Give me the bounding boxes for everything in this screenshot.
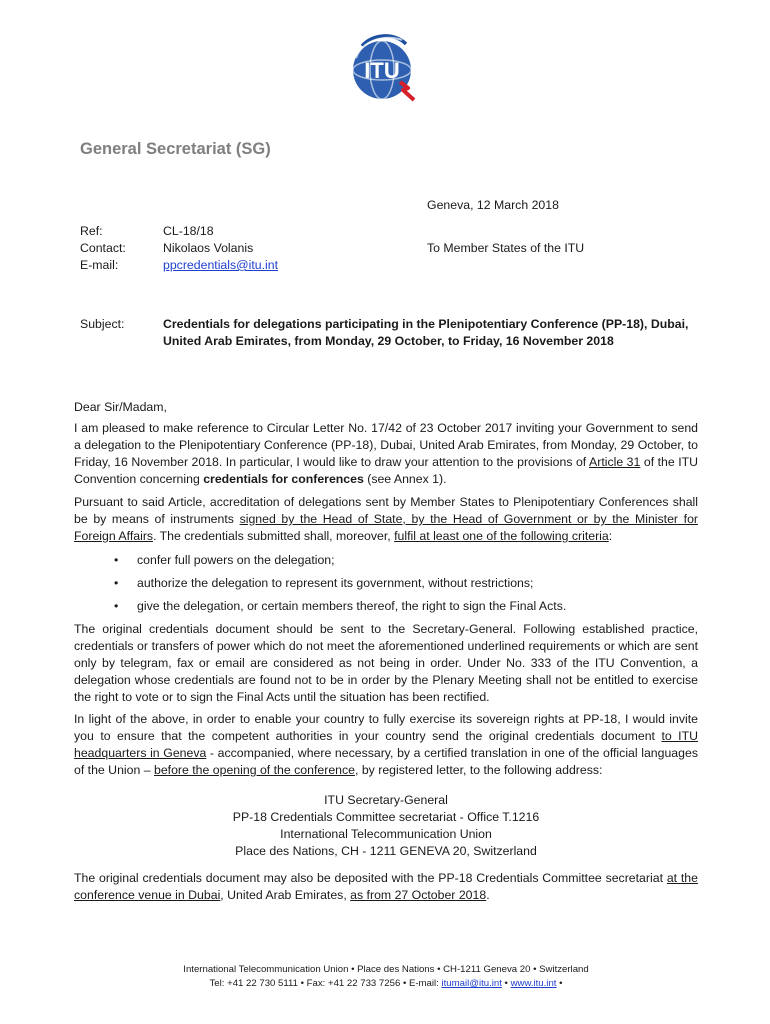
footer-web-link[interactable]: www.itu.int <box>510 978 557 989</box>
address-line: ITU Secretary-General <box>324 793 448 807</box>
contact-email-link[interactable]: ppcredentials@itu.int <box>163 258 279 272</box>
p5-text: The original credentials document may also be deposited with the PP-18 Credentials Committee secretariat <box>74 871 667 885</box>
footer-address: International Telecommunication Union • Place des Nations • CH-1211 Geneva 20 • Switzerland <box>183 964 589 975</box>
p5-underline-2: as from 27 October 2018 <box>350 888 487 902</box>
mailing-address <box>74 792 698 860</box>
p5-underline-1: at the conference venue in Dubai <box>74 871 698 902</box>
p4-text: In light of the above, in order to enable your country to fully exercise its sovereign rights at PP-18, I would invite you to ensure that the competent authorities in your country send the original credentials document <box>74 712 698 743</box>
ref-value: CL-18/18 <box>163 224 214 238</box>
p2-underline-1: signed by the Head of State, by the Head of Government or by the Minister for Foreign Affairs <box>74 512 698 543</box>
paragraph-3: The original credentials document should be sent to the Secretary-General. Following established practice, credentials or transfers of power which do not meet the aforementioned underlined requirements or which are sent only by telegram, fax or email are considered as not being in order. Under No. 333 of the ITU Convention, a delegation whose credentials are found not to be in order by the Plenary Meeting shall not be entitled to exercise the right to vote or to sign the Final Acts until the situation has been rectified. <box>74 622 698 704</box>
contact-label: Contact: <box>80 241 126 255</box>
address-line: PP-18 Credentials Committee secretariat - Office T.1216 <box>232 810 540 824</box>
subject-label: Subject: <box>80 317 125 331</box>
p4-text-2: - accompanied, where necessary, by a certified translation in one of the official languages of the Union – <box>74 746 698 777</box>
logo-text: ITU <box>364 58 400 83</box>
subject-line-2: United Arab Emirates, from Monday, 29 October, to Friday, 16 November 2018 <box>163 334 614 348</box>
p4-underline-1: to ITU headquarters in Geneva <box>74 729 698 760</box>
p1-bold: credentials for conferences <box>203 472 364 486</box>
subject-text <box>163 316 703 350</box>
contact-value: Nikolaos Volanis <box>163 241 254 255</box>
paragraph-5 <box>74 870 698 904</box>
p4-underline-2: before the opening of the conference <box>153 763 355 777</box>
p5-text-2: , United Arab Emirates, <box>220 888 351 902</box>
p1-text-3: (see Annex 1). <box>363 472 447 486</box>
bullet-item: confer full powers on the delegation; <box>137 553 335 567</box>
letter-date: Geneva, 12 March 2018 <box>427 198 559 212</box>
ref-label: Ref: <box>80 224 103 238</box>
bullet-item: authorize the delegation to represent its government, without restrictions; <box>137 576 534 590</box>
p1-text-2: of the ITU Convention concerning <box>74 455 699 486</box>
p2-underline-2: fulfil at least one of the following criteria <box>394 529 609 543</box>
section-title: General Secretariat (SG) <box>80 140 271 158</box>
address-line: Place des Nations, CH - 1211 GENEVA 20, Switzerland <box>235 844 537 858</box>
bullet-marker: • <box>114 553 119 567</box>
p2-text: Pursuant to said Article, accreditation of delegations sent by Member States to Plenipotentiary Conferences shall be by means of instruments <box>74 495 698 526</box>
paragraph-1 <box>74 420 698 488</box>
p1-text: I am pleased to make reference to Circular Letter No. 17/42 of 23 October 2017 inviting your Government to send a delegation to the Plenipotentiary Conference (PP-18), Dubai, United Arab Emirates, from Monday, 29 October, to Friday, 16 November 2018. In particular, I would like to draw your attention to the provisions of <box>74 421 698 469</box>
p2-text-2: . The credentials submitted shall, moreover, <box>153 529 395 543</box>
p4-text-3: , by registered letter, to the following address: <box>355 763 603 777</box>
email-label: E-mail: <box>80 258 119 272</box>
paragraph-2 <box>74 494 698 545</box>
subject-line-1: Credentials for delegations participating in the Plenipotentiary Conference (PP-18), Dubai, <box>163 317 689 331</box>
footer-email-link[interactable]: itumail@itu.int <box>441 978 502 989</box>
footer-end: • <box>556 978 563 989</box>
footer-contact <box>74 977 698 991</box>
paragraph-4 <box>74 711 698 779</box>
bullet-marker: • <box>114 576 119 590</box>
address-line: International Telecommunication Union <box>280 827 492 841</box>
footer-separator: • <box>501 978 511 989</box>
p2-text-3: : <box>608 529 613 543</box>
recipient: To Member States of the ITU <box>427 241 585 255</box>
itu-logo <box>348 30 422 110</box>
p5-text-3: . <box>486 888 490 902</box>
footer-phone: Tel: +41 22 730 5111 • Fax: +41 22 733 7256 • E-mail: <box>209 978 442 989</box>
salutation: Dear Sir/Madam, <box>74 400 167 414</box>
article-31-link[interactable]: Article 31 <box>589 455 641 469</box>
bullet-marker: • <box>114 599 119 613</box>
bullet-item: give the delegation, or certain members thereof, the right to sign the Final Acts. <box>137 599 567 613</box>
itu-logo-graphic <box>348 30 422 110</box>
page-footer <box>74 963 698 991</box>
